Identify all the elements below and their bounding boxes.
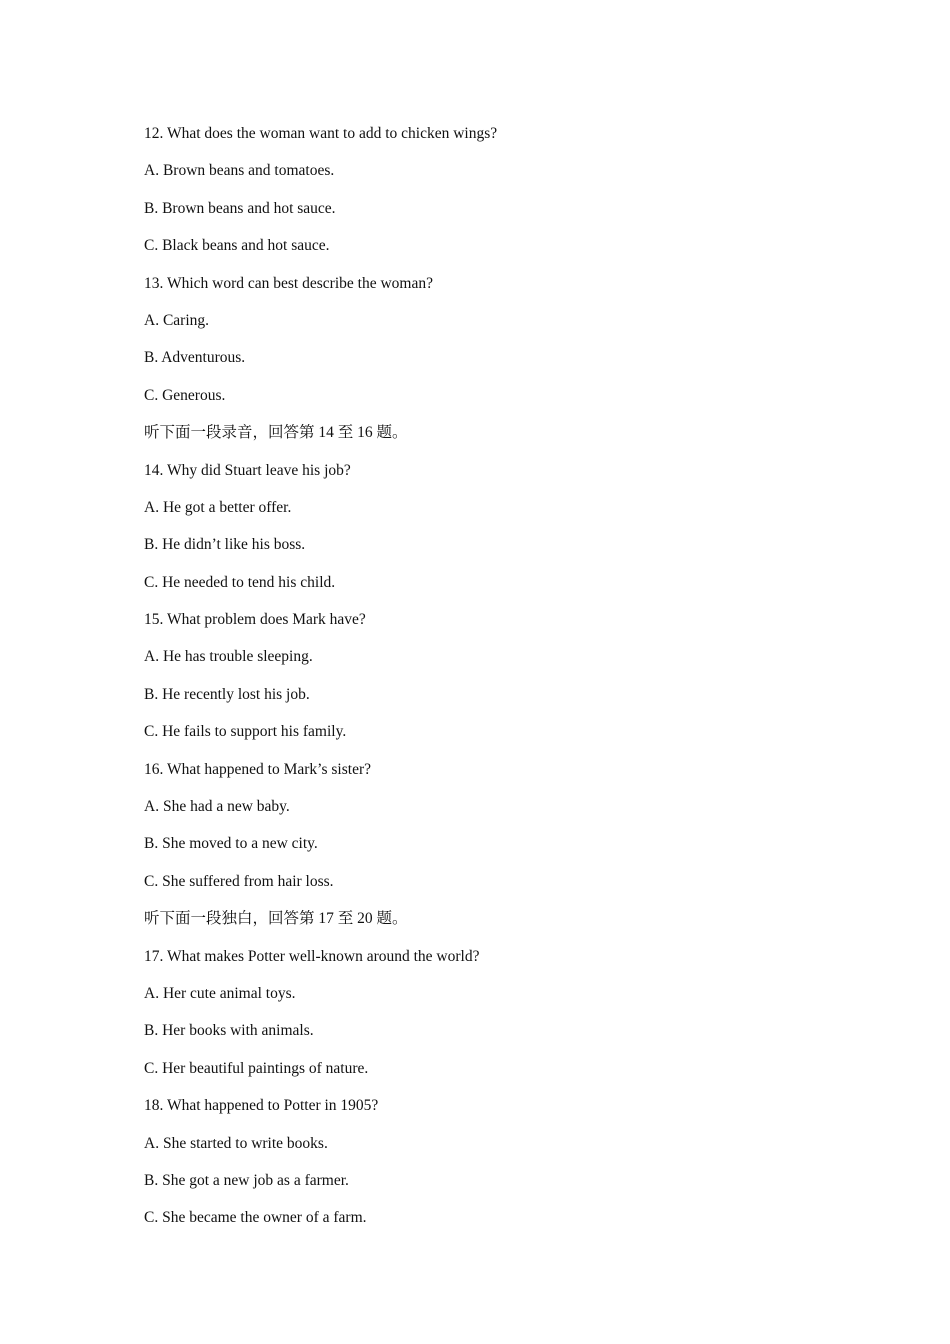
question-17: 17. What makes Potter well-known around the world? <box>144 947 480 965</box>
option-17-b: B. Her books with animals. <box>144 1022 314 1040</box>
option-17-c: C. Her beautiful paintings of nature. <box>144 1059 369 1077</box>
question-list <box>144 122 844 1244</box>
option-18-b: B. She got a new job as a farmer. <box>144 1171 349 1189</box>
option-14-a: A. He got a better offer. <box>144 498 292 516</box>
option-17-a: A. Her cute animal toys. <box>144 984 296 1002</box>
question-15: 15. What problem does Mark have? <box>144 611 366 629</box>
option-15-c: C. He fails to support his family. <box>144 723 347 741</box>
question-12: 12. What does the woman want to add to chicken wings? <box>144 125 498 142</box>
option-14-b: B. He didn’t like his boss. <box>144 536 306 554</box>
option-12-a: A. Brown beans and tomatoes. <box>144 162 335 180</box>
option-13-b: B. Adventurous. <box>144 349 246 367</box>
question-14: 14. Why did Stuart leave his job? <box>144 461 351 479</box>
option-12-b: B. Brown beans and hot sauce. <box>144 199 336 217</box>
option-13-c: C. Generous. <box>144 386 226 404</box>
option-16-a: A. She had a new baby. <box>144 798 290 816</box>
option-14-c: C. He needed to tend his child. <box>144 573 336 591</box>
option-15-b: B. He recently lost his job. <box>144 685 310 703</box>
section-instruction-17-20: 听下面一段独白，回答第 17 至 20 题。 <box>144 910 408 928</box>
option-16-c: C. She suffered from hair loss. <box>144 872 334 890</box>
option-18-a: A. She started to write books. <box>144 1134 328 1152</box>
question-18: 18. What happened to Potter in 1905? <box>144 1097 379 1115</box>
option-12-c: C. Black beans and hot sauce. <box>144 237 330 255</box>
option-15-a: A. He has trouble sleeping. <box>144 648 313 666</box>
section-instruction-14-16: 听下面一段录音，回答第 14 至 16 题。 <box>144 424 408 442</box>
option-16-b: B. She moved to a new city. <box>144 835 318 853</box>
question-16: 16. What happened to Mark’s sister? <box>144 760 371 778</box>
option-18-c: C. She became the owner of a farm. <box>144 1209 367 1227</box>
question-13: 13. Which word can best describe the woman? <box>144 274 433 292</box>
option-13-a: A. Caring. <box>144 311 210 329</box>
